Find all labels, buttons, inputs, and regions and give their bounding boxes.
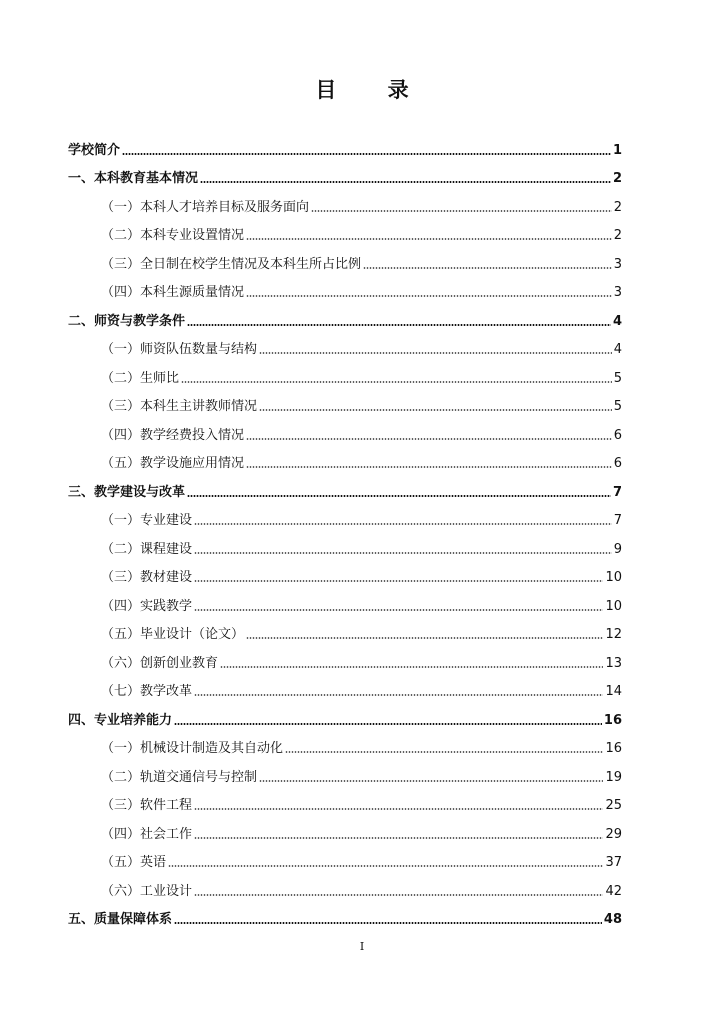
toc-entry-subsection[interactable] <box>68 558 622 587</box>
toc-entry-section[interactable] <box>68 700 622 729</box>
toc-entry-section[interactable] <box>68 900 622 929</box>
toc-entry-page: 37 <box>605 855 622 870</box>
toc-entry-page: 6 <box>613 456 622 471</box>
dot-leader <box>174 722 602 726</box>
toc-entry-label: （四）实践教学 <box>101 598 193 614</box>
dot-leader <box>194 579 603 583</box>
toc-entry-label: （四）本科生源质量情况 <box>101 285 245 300</box>
dot-leader <box>194 551 612 555</box>
toc-title: 目 录 <box>315 78 431 102</box>
toc-entry-section[interactable] <box>68 301 622 330</box>
toc-entry-subsection[interactable] <box>68 358 622 387</box>
toc-entry-subsection[interactable] <box>68 672 622 701</box>
toc-entry-label: 五、质量保障体系 <box>68 912 173 927</box>
toc-entry-page: 42 <box>605 883 622 899</box>
toc-entry-page: 2 <box>613 199 622 215</box>
toc-entry-subsection[interactable] <box>68 814 622 843</box>
toc-entry-page: 9 <box>613 541 622 557</box>
toc-entry-subsection[interactable] <box>68 415 622 444</box>
toc-entry-label: 四、专业培养能力 <box>68 712 173 728</box>
toc-entry-label: （五）教学设施应用情况 <box>101 456 245 471</box>
dot-leader <box>194 836 603 840</box>
toc-entry-section[interactable] <box>68 159 622 188</box>
dot-leader <box>246 465 612 469</box>
toc-entry-label: （一）师资队伍数量与结构 <box>101 342 258 357</box>
dot-leader <box>246 437 612 441</box>
page-number: I <box>359 940 365 953</box>
dot-leader <box>194 522 612 526</box>
dot-leader <box>311 209 612 213</box>
dot-leader <box>200 180 611 184</box>
dot-leader <box>174 921 602 925</box>
toc-entry-subsection[interactable] <box>68 244 622 273</box>
toc-entry-label: 二、师资与教学条件 <box>68 313 186 329</box>
toc-entry-label: （三）教材建设 <box>101 570 193 585</box>
table-of-contents <box>68 130 622 928</box>
toc-entry-page: 13 <box>605 655 622 671</box>
dot-leader <box>194 608 603 612</box>
toc-entry-subsection[interactable] <box>68 501 622 530</box>
toc-entry-page: 16 <box>603 712 622 728</box>
dot-leader <box>187 494 611 498</box>
toc-entry-label: （二）课程建设 <box>101 541 193 557</box>
toc-entry-subsection[interactable] <box>68 615 622 644</box>
toc-entry-page: 5 <box>613 399 622 414</box>
dot-leader <box>122 152 611 156</box>
toc-entry-label: 一、本科教育基本情况 <box>68 171 199 186</box>
dot-leader <box>220 665 603 669</box>
toc-entry-subsection[interactable] <box>68 586 622 615</box>
dot-leader <box>187 323 611 327</box>
toc-entry-subsection[interactable] <box>68 529 622 558</box>
toc-entry-page: 7 <box>612 484 622 500</box>
toc-entry-label: 三、教学建设与改革 <box>68 484 186 500</box>
toc-entry-subsection[interactable] <box>68 757 622 786</box>
toc-entry-subsection[interactable] <box>68 729 622 758</box>
toc-entry-page: 3 <box>613 285 622 300</box>
toc-entry-subsection[interactable] <box>68 216 622 245</box>
toc-entry-page: 14 <box>605 684 622 699</box>
toc-entry-section[interactable] <box>68 472 622 501</box>
toc-entry-page: 16 <box>605 741 622 756</box>
toc-entry-page: 48 <box>603 912 622 927</box>
dot-leader <box>194 693 603 697</box>
toc-entry-page: 19 <box>605 769 622 785</box>
toc-entry-label: （五）英语 <box>101 855 167 870</box>
toc-entry-section[interactable] <box>68 130 622 159</box>
toc-entry-subsection[interactable] <box>68 444 622 473</box>
toc-entry-subsection[interactable] <box>68 843 622 872</box>
toc-entry-subsection[interactable] <box>68 387 622 416</box>
toc-entry-page: 25 <box>605 798 622 813</box>
dot-leader <box>181 380 612 384</box>
toc-entry-page: 5 <box>613 370 622 386</box>
toc-entry-label: （二）轨道交通信号与控制 <box>101 769 258 785</box>
toc-entry-label: （一）专业建设 <box>101 513 193 528</box>
toc-entry-subsection[interactable] <box>68 187 622 216</box>
toc-entry-label: （一）机械设计制造及其自动化 <box>101 741 284 756</box>
toc-entry-label: （六）创新创业教育 <box>101 655 219 671</box>
toc-entry-label: （三）软件工程 <box>101 798 193 813</box>
toc-entry-page: 6 <box>613 427 622 443</box>
toc-entry-label: （三）全日制在校学生情况及本科生所占比例 <box>101 256 362 272</box>
dot-leader <box>285 750 603 754</box>
toc-entry-subsection[interactable] <box>68 330 622 359</box>
toc-entry-label: （七）教学改革 <box>101 684 193 699</box>
toc-entry-page: 1 <box>612 142 622 158</box>
toc-entry-subsection[interactable] <box>68 643 622 672</box>
dot-leader <box>246 294 612 298</box>
toc-entry-label: （五）毕业设计（论文） <box>101 627 245 642</box>
toc-entry-label: （二）本科专业设置情况 <box>101 228 245 243</box>
toc-entry-page: 12 <box>605 627 622 642</box>
toc-entry-label: （四）教学经费投入情况 <box>101 427 245 443</box>
toc-entry-page: 2 <box>613 228 622 243</box>
dot-leader <box>259 351 612 355</box>
toc-entry-page: 4 <box>612 313 622 329</box>
toc-entry-page: 4 <box>613 342 622 357</box>
dot-leader <box>168 864 603 868</box>
toc-entry-page: 10 <box>605 598 622 614</box>
toc-entry-label: （四）社会工作 <box>101 826 193 842</box>
toc-entry-page: 29 <box>605 826 622 842</box>
toc-entry-page: 3 <box>613 256 622 272</box>
toc-entry-label: （二）生师比 <box>101 370 180 386</box>
toc-entry-subsection[interactable] <box>68 871 622 900</box>
toc-entry-label: （一）本科人才培养目标及服务面向 <box>101 199 310 215</box>
toc-entry-label: （六）工业设计 <box>101 883 193 899</box>
toc-entry-label: 学校简介 <box>68 142 121 158</box>
dot-leader <box>194 893 603 897</box>
dot-leader <box>363 266 612 270</box>
toc-entry-subsection[interactable] <box>68 786 622 815</box>
toc-entry-subsection[interactable] <box>68 273 622 302</box>
dot-leader <box>194 807 603 811</box>
dot-leader <box>246 636 603 640</box>
dot-leader <box>259 408 612 412</box>
toc-entry-page: 10 <box>605 570 622 585</box>
toc-entry-page: 7 <box>613 513 622 528</box>
toc-entry-label: （三）本科生主讲教师情况 <box>101 399 258 414</box>
dot-leader <box>246 237 612 241</box>
dot-leader <box>259 779 603 783</box>
toc-entry-page: 2 <box>612 171 622 186</box>
